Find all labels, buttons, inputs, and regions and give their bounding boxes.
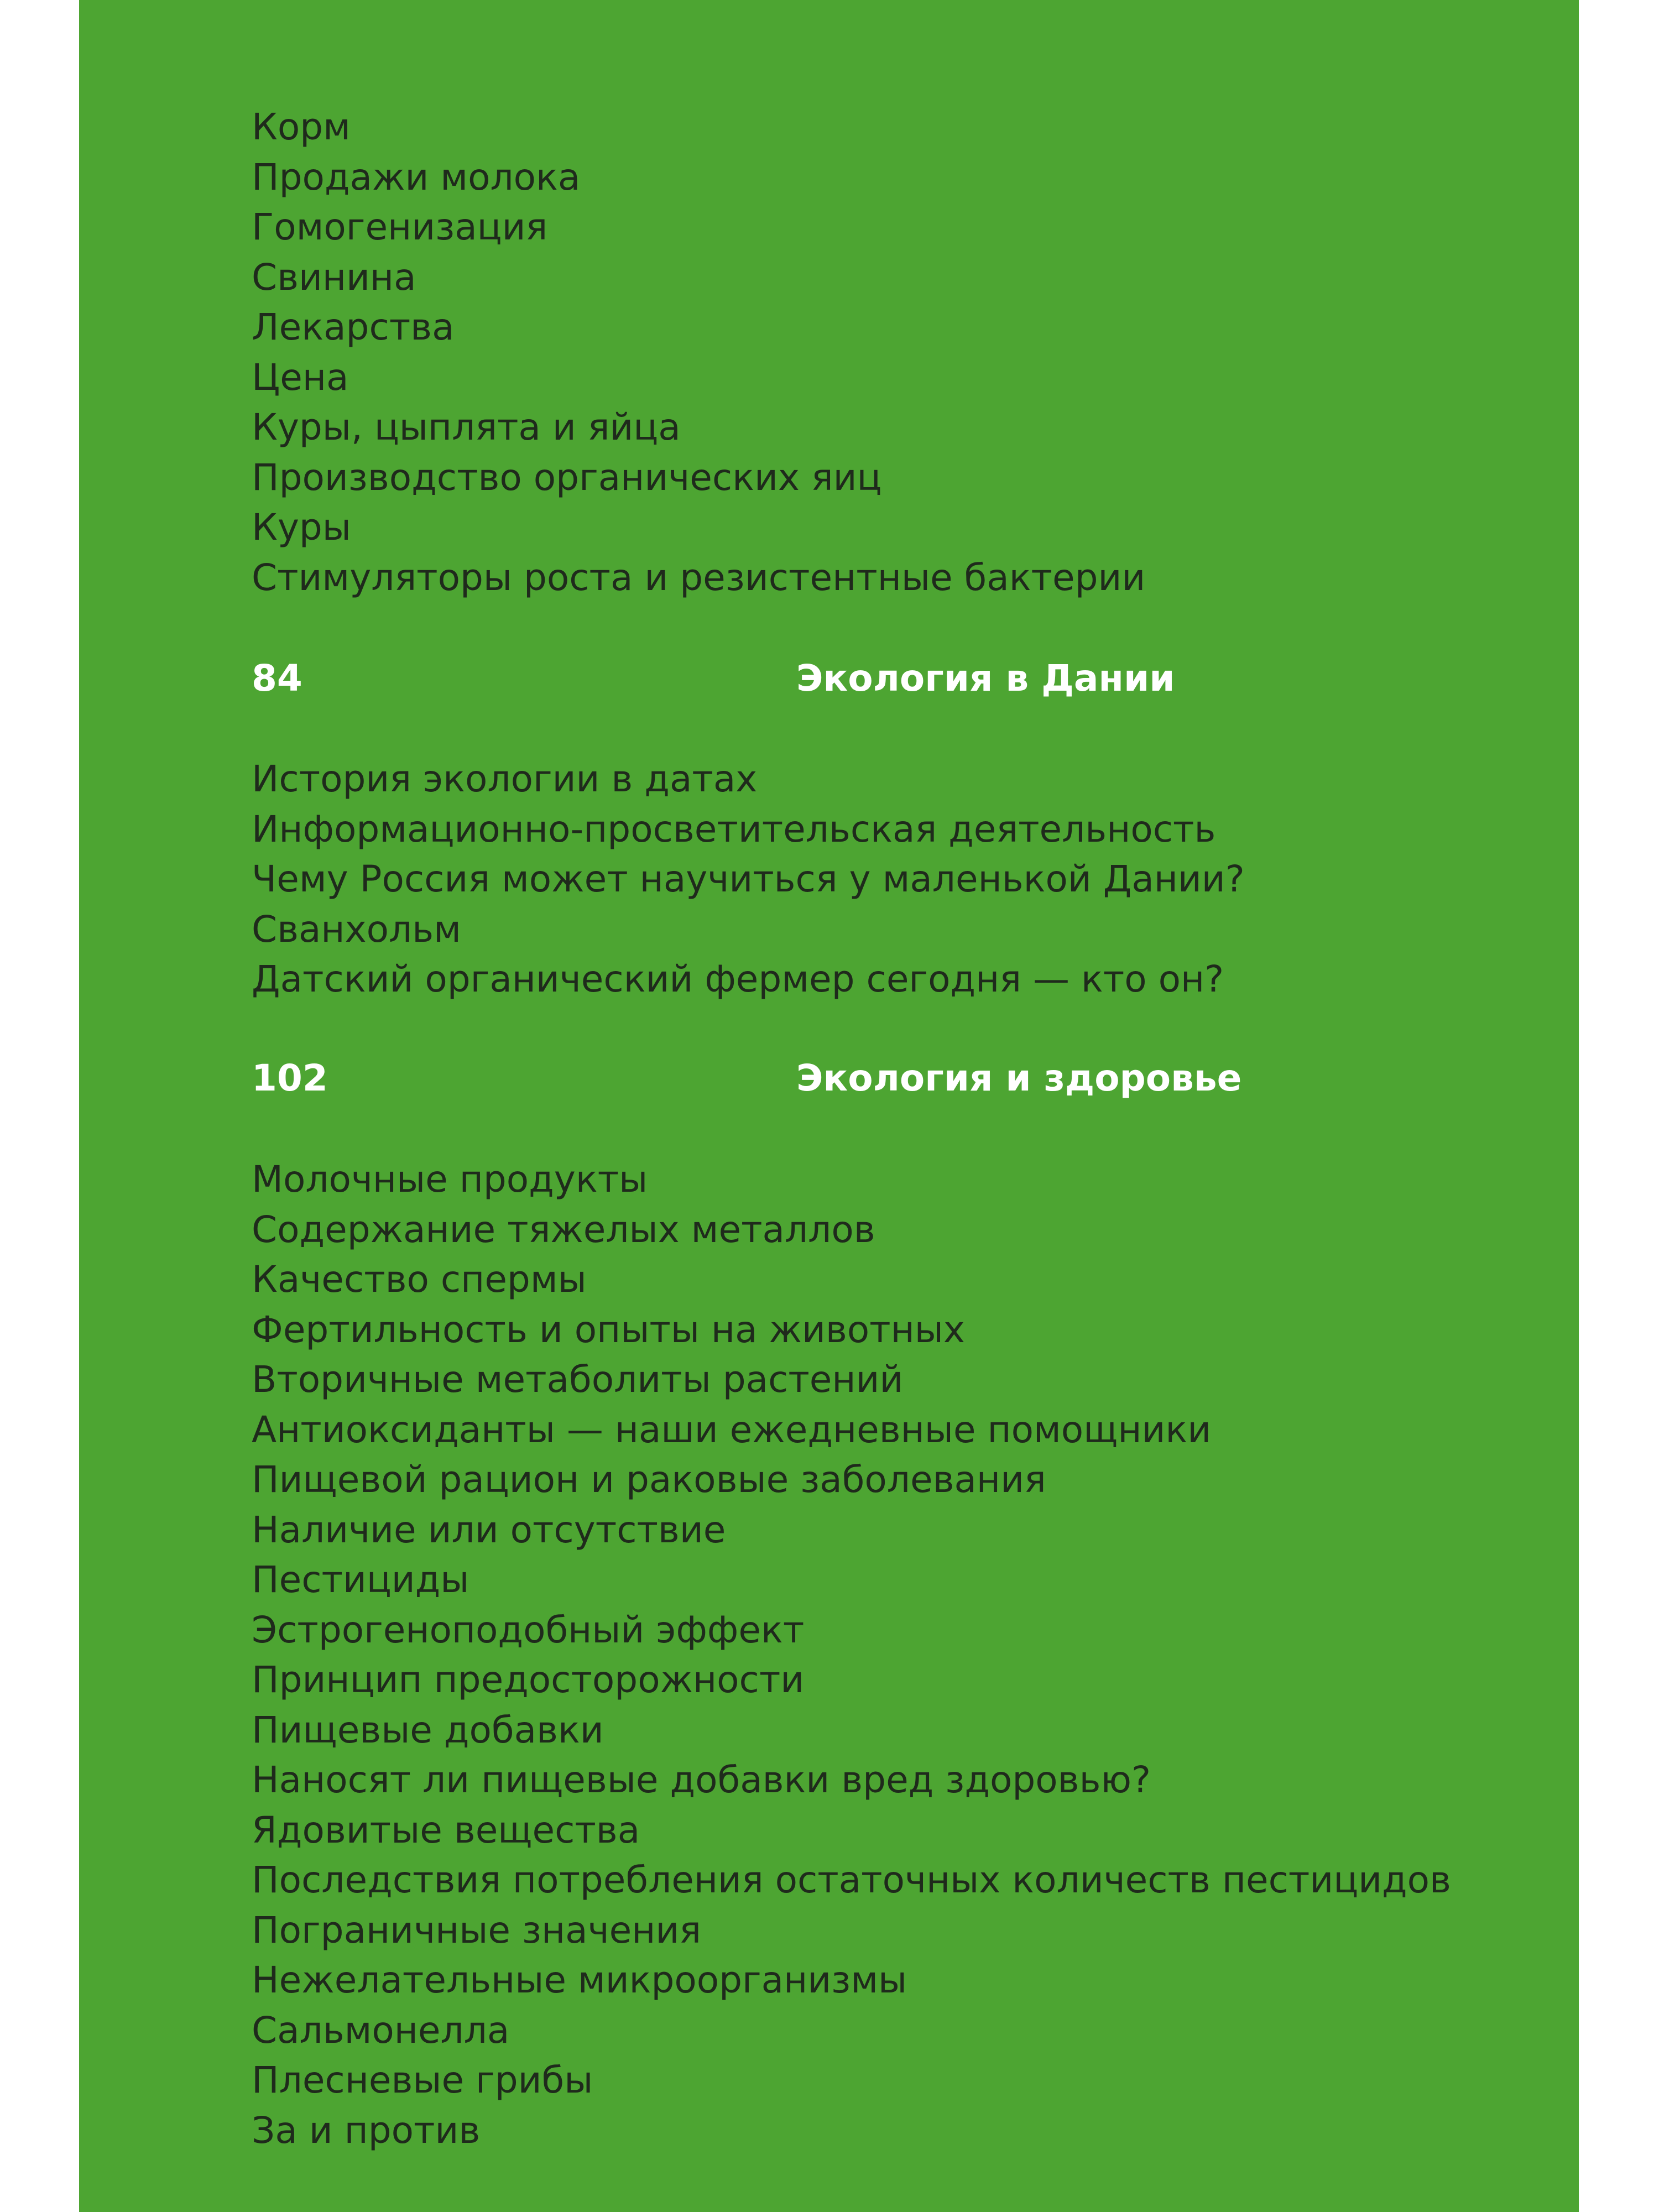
toc-item: Молочные продукты — [252, 1158, 648, 1201]
toc-item: Куры, цыплята и яйца — [252, 406, 681, 448]
toc-item: Чему Россия может научиться у маленькой Дании? — [252, 858, 1245, 900]
toc-item: Нежелательные микроорганизмы — [252, 1959, 907, 2001]
section-page-number: 84 — [252, 657, 302, 700]
toc-item: Информационно-просветительская деятельность — [252, 807, 1216, 851]
toc-item: За и против — [252, 2109, 481, 2152]
toc-item: Содержание тяжелых металлов — [252, 1208, 875, 1251]
toc-item: Пищевые добавки — [252, 1708, 604, 1751]
toc-item: Ядовитые вещества — [252, 1808, 640, 1851]
toc-item: Лекарства — [252, 306, 455, 348]
toc-item: Продажи молока — [252, 155, 581, 199]
toc-item: Сванхольм — [252, 907, 461, 951]
toc-item: Производство органических яиц — [252, 456, 882, 499]
toc-item: Плесневые грибы — [252, 2059, 593, 2101]
toc-item: Принцип предосторожности — [252, 1658, 805, 1701]
toc-item: Фертильность и опыты на животных — [252, 1308, 965, 1351]
toc-item: Пограничные значения — [252, 1908, 701, 1952]
section-page-number: 102 — [252, 1057, 328, 1099]
toc-item: Качество спермы — [252, 1258, 587, 1301]
toc-list-2 — [252, 754, 1524, 1005]
toc-item: Эстрогеноподобный эффект — [252, 1608, 805, 1651]
toc-item: Последствия потребления остаточных количеств пестицидов — [252, 1859, 1451, 1901]
toc-item: История экологии в датах — [252, 758, 758, 800]
toc-item: Стимуляторы роста и резистентные бактерии — [252, 556, 1146, 599]
toc-item: Свинина — [252, 255, 416, 299]
toc-list-1 — [252, 102, 1524, 603]
toc-item: Цена — [252, 356, 349, 399]
section-title: Экология в Дании — [796, 657, 1175, 700]
toc-item: Корм — [252, 106, 351, 148]
toc-item: Наличие или отсутствие — [252, 1508, 726, 1551]
section-heading-health — [252, 1053, 1524, 1103]
toc-item: Гомогенизация — [252, 206, 548, 248]
toc-item: Куры — [252, 506, 351, 549]
toc-item: Антиоксиданты — наши ежедневные помощники — [252, 1408, 1212, 1451]
section-title: Экология и здоровье — [796, 1057, 1242, 1099]
toc-item: Датский органический фермер сегодня — кто он? — [252, 958, 1224, 1000]
toc-item: Сальмонелла — [252, 2008, 510, 2052]
section-heading-denmark — [252, 654, 1524, 703]
toc-item: Вторичные метаболиты растений — [252, 1358, 904, 1401]
toc-item: Пестициды — [252, 1558, 469, 1601]
toc-item: Наносят ли пищевые добавки вред здоровью? — [252, 1759, 1151, 1801]
toc-item: Пищевой рацион и раковые заболевания — [252, 1458, 1046, 1501]
toc-list-3 — [252, 1155, 1524, 2156]
book-page — [79, 0, 1579, 2212]
